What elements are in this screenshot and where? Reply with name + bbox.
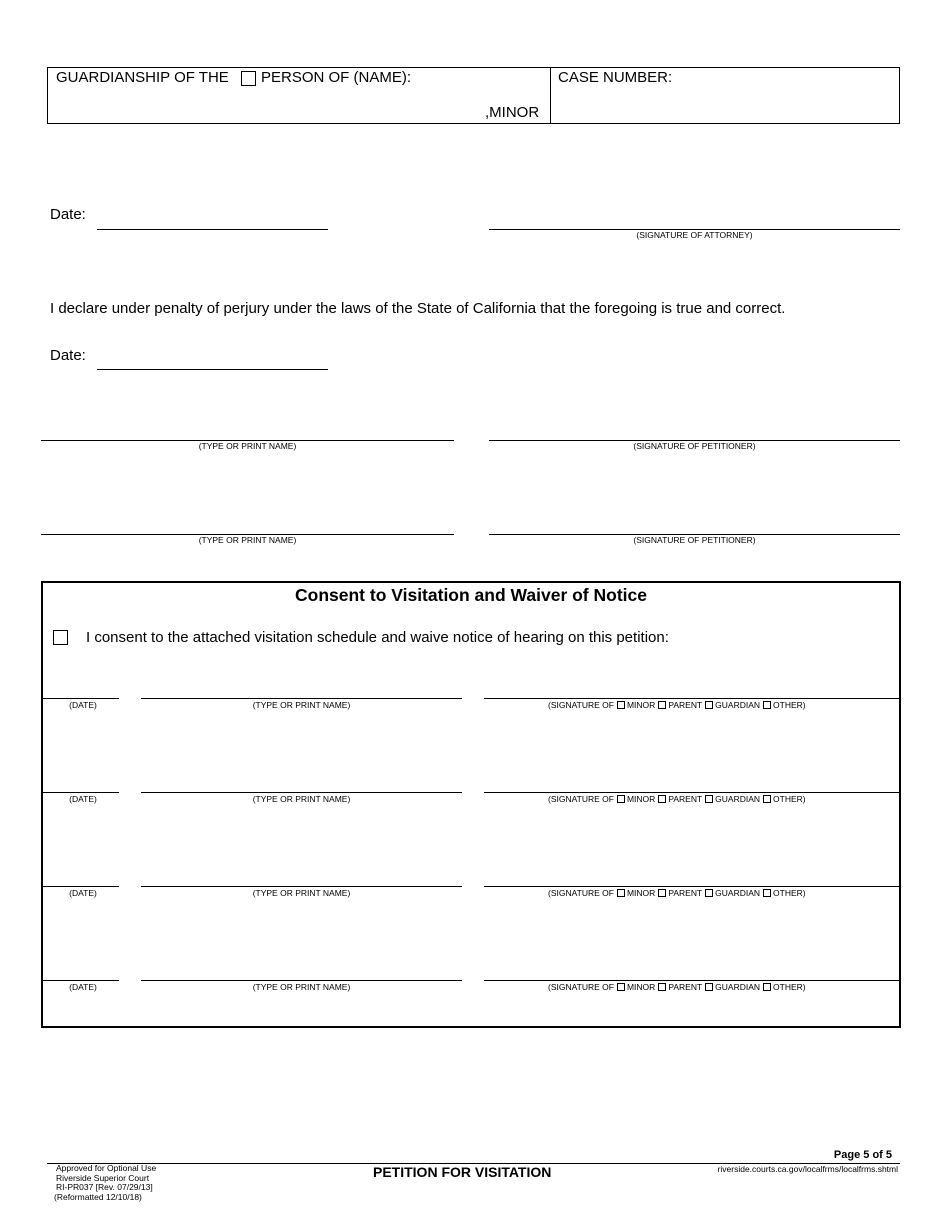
- date-line[interactable]: [43, 980, 119, 981]
- date-caption: (DATE): [69, 700, 97, 710]
- other-label: OTHER): [773, 700, 806, 710]
- minor-label: ,MINOR: [485, 104, 540, 121]
- parent-checkbox[interactable]: [658, 795, 666, 803]
- other-label: OTHER): [773, 794, 806, 804]
- name-caption: (TYPE OR PRINT NAME): [252, 982, 351, 992]
- minor-checkbox[interactable]: [617, 795, 625, 803]
- other-checkbox[interactable]: [763, 983, 771, 991]
- petitioner-signature-caption: (SIGNATURE OF PETITIONER): [633, 441, 756, 451]
- parent-label: PARENT: [668, 982, 703, 992]
- declaration-date-label: Date:: [50, 347, 86, 364]
- signature-role-caption: [548, 700, 806, 710]
- name-caption: (TYPE OR PRINT NAME): [252, 794, 351, 804]
- name-line[interactable]: [141, 698, 462, 699]
- other-checkbox[interactable]: [763, 795, 771, 803]
- form-title: PETITION FOR VISITATION: [373, 1164, 552, 1180]
- form-id: RI-PR037 [Rev. 07/29/13]: [56, 1182, 153, 1192]
- guardianship-prefix: GUARDIANSHIP OF THE: [56, 69, 229, 86]
- date-caption: (DATE): [69, 888, 97, 898]
- name-line[interactable]: [141, 886, 462, 887]
- parent-checkbox[interactable]: [658, 701, 666, 709]
- signature-line[interactable]: [484, 980, 901, 981]
- footer-form-info: [56, 1164, 156, 1202]
- consent-signature-row: [43, 886, 899, 906]
- consent-signature-row: [43, 698, 899, 718]
- signature-line[interactable]: [484, 698, 901, 699]
- caption-divider: [550, 68, 551, 123]
- guardian-label: GUARDIAN: [715, 982, 761, 992]
- date-line[interactable]: [43, 886, 119, 887]
- signature-role-caption: [548, 982, 806, 992]
- guardian-label: GUARDIAN: [715, 888, 761, 898]
- consent-checkbox[interactable]: [53, 630, 68, 645]
- attorney-signature-caption: (SIGNATURE OF ATTORNEY): [636, 230, 753, 240]
- guardianship-suffix: PERSON OF (NAME):: [261, 69, 412, 86]
- court-name: Riverside Superior Court: [56, 1172, 150, 1183]
- attorney-date-label: Date:: [50, 206, 86, 223]
- other-checkbox[interactable]: [763, 889, 771, 897]
- name-caption: (TYPE OR PRINT NAME): [252, 700, 351, 710]
- declaration-text: I declare under penalty of perjury under the laws of the State of California that the foregoing is true and correct.: [50, 300, 786, 317]
- petitioner-name-caption: (TYPE OR PRINT NAME): [198, 535, 297, 545]
- minor-checkbox[interactable]: [617, 701, 625, 709]
- other-label: OTHER): [773, 982, 806, 992]
- caption-box: [47, 67, 900, 124]
- minor-label: MINOR: [626, 888, 656, 898]
- petitioner-signature-caption: (SIGNATURE OF PETITIONER): [633, 535, 756, 545]
- other-checkbox[interactable]: [763, 701, 771, 709]
- attorney-date-line[interactable]: [97, 229, 328, 230]
- declaration-date-line[interactable]: [97, 369, 328, 370]
- signature-prefix: (SIGNATURE OF: [548, 982, 614, 992]
- signature-prefix: (SIGNATURE OF: [548, 700, 614, 710]
- other-label: OTHER): [773, 888, 806, 898]
- parent-label: PARENT: [668, 888, 703, 898]
- reformatted-date: (Reformatted 12/10/18): [54, 1191, 142, 1202]
- name-caption: (TYPE OR PRINT NAME): [252, 888, 351, 898]
- minor-checkbox[interactable]: [617, 889, 625, 897]
- parent-checkbox[interactable]: [658, 983, 666, 991]
- date-caption: (DATE): [69, 794, 97, 804]
- consent-section: [41, 581, 901, 1028]
- guardian-checkbox[interactable]: [705, 983, 713, 991]
- date-line[interactable]: [43, 792, 119, 793]
- date-caption: (DATE): [69, 982, 97, 992]
- page-number: Page 5 of 5: [833, 1149, 892, 1161]
- signature-line[interactable]: [484, 792, 901, 793]
- case-number-label: CASE NUMBER:: [558, 69, 673, 86]
- guardian-checkbox[interactable]: [705, 701, 713, 709]
- minor-checkbox[interactable]: [617, 983, 625, 991]
- guardian-label: GUARDIAN: [715, 794, 761, 804]
- signature-line[interactable]: [484, 886, 901, 887]
- name-line[interactable]: [141, 980, 462, 981]
- minor-label: MINOR: [626, 794, 656, 804]
- signature-prefix: (SIGNATURE OF: [548, 794, 614, 804]
- guardian-checkbox[interactable]: [705, 889, 713, 897]
- guardian-label: GUARDIAN: [715, 700, 761, 710]
- parent-checkbox[interactable]: [658, 889, 666, 897]
- person-checkbox[interactable]: [241, 71, 256, 86]
- signature-prefix: (SIGNATURE OF: [548, 888, 614, 898]
- minor-label: MINOR: [626, 700, 656, 710]
- consent-signature-row: [43, 980, 899, 1000]
- consent-text: I consent to the attached visitation schedule and waive notice of hearing on this petition:: [86, 629, 669, 646]
- minor-label: MINOR: [626, 982, 656, 992]
- signature-role-caption: [548, 794, 806, 804]
- courts-url[interactable]: riverside.courts.ca.gov/localfrms/localfrms.shtml: [717, 1164, 898, 1174]
- name-line[interactable]: [141, 792, 462, 793]
- petitioner-name-caption: (TYPE OR PRINT NAME): [198, 441, 297, 451]
- date-line[interactable]: [43, 698, 119, 699]
- approved-text: Approved for Optional Use: [56, 1163, 157, 1173]
- signature-role-caption: [548, 888, 806, 898]
- parent-label: PARENT: [668, 700, 703, 710]
- consent-signature-row: [43, 792, 899, 812]
- parent-label: PARENT: [668, 794, 703, 804]
- consent-title: Consent to Visitation and Waiver of Notice: [295, 585, 647, 605]
- guardian-checkbox[interactable]: [705, 795, 713, 803]
